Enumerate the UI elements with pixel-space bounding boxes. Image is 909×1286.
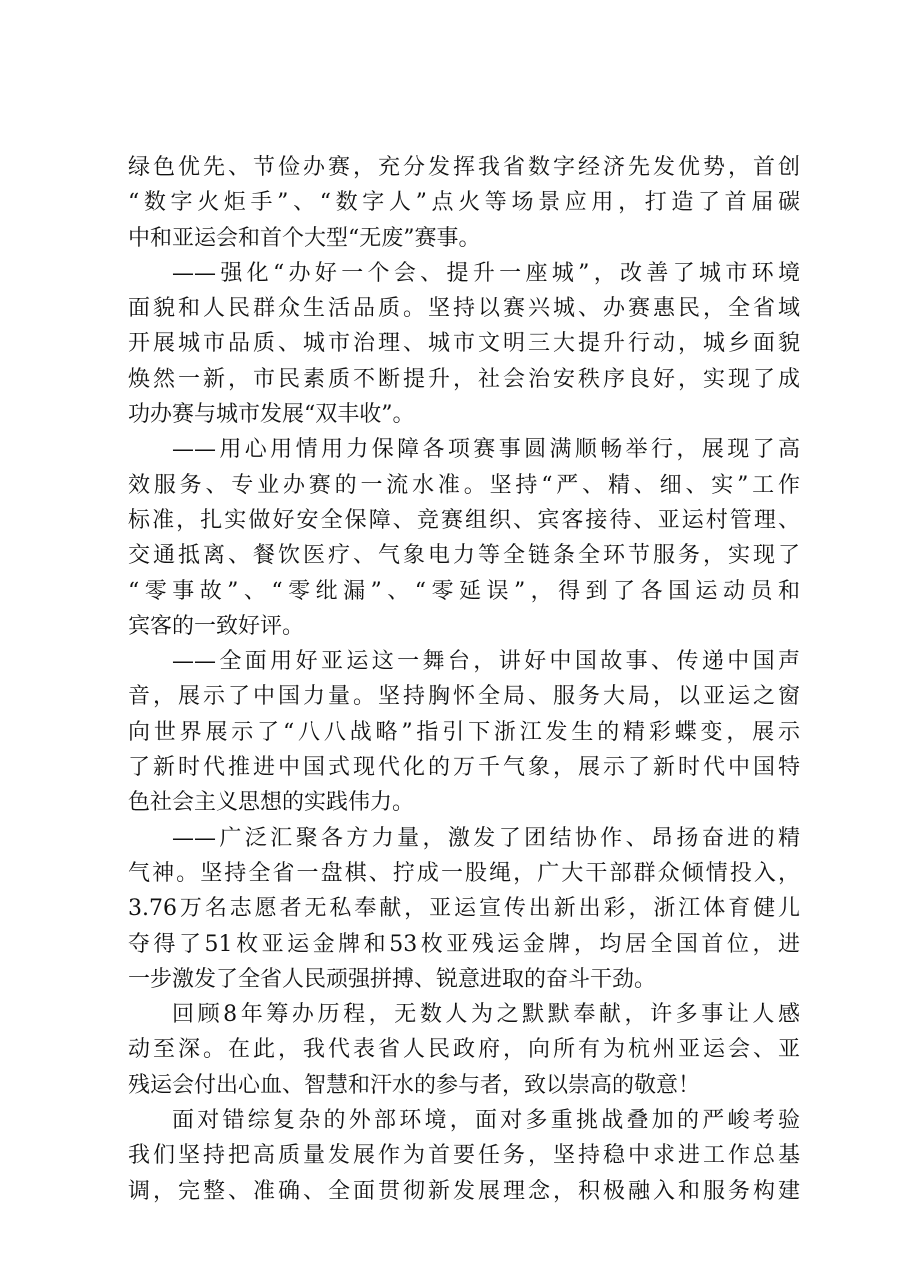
text-line: 调，完整、准确、全面贯彻新发展理念，积极融入和服务构建 (128, 1178, 800, 1204)
text-line: “数字火炬手”、“数字人”点火等场景应用，打造了首届碳 (128, 190, 800, 216)
text-line: 功办赛与城市发展“双丰收”。 (128, 402, 415, 428)
text-line: 动至深。在此，我代表省人民政府，向所有为杭州亚运会、亚 (128, 1037, 800, 1063)
body-text (128, 150, 800, 1209)
text-line: 效服务、专业办赛的一流水准。坚持“严、精、细、实”工作 (128, 472, 800, 498)
text-line: 面对错综复杂的外部环境，面对多重挑战叠加的严峻考验 (172, 1108, 800, 1134)
text-line: 音，展示了中国力量。坚持胸怀全局、服务大局，以亚运之窗 (128, 684, 800, 710)
text-line: 宾客的一致好评。 (128, 613, 305, 639)
text-line: 中和亚运会和首个大型“无废”赛事。 (128, 225, 481, 251)
text-line: “零事故”、“零纰漏”、“零延误”，得到了各国运动员和 (128, 578, 800, 604)
text-line: ——全面用好亚运这一舞台，讲好中国故事、传递中国声 (172, 649, 800, 675)
text-line: ——用心用情用力保障各项赛事圆满顺畅举行，展现了高 (172, 437, 800, 463)
text-line: 残运会付出心血、智慧和汗水的参与者，致以崇高的敬意！ (128, 1072, 701, 1098)
text-line: 3.76万名志愿者无私奉献，亚运宣传出新出彩，浙江体育健儿 (128, 896, 800, 922)
text-line: 色社会主义思想的实践伟力。 (128, 790, 415, 816)
text-line: 气神。坚持全省一盘棋、拧成一股绳，广大干部群众倾情投入， (128, 860, 800, 886)
text-line: 一步激发了全省人民顽强拼搏、锐意进取的奋斗干劲。 (128, 966, 657, 992)
text-line: 开展城市品质、城市治理、城市文明三大提升行动，城乡面貌 (128, 331, 800, 357)
text-line: 交通抵离、餐饮医疗、气象电力等全链条全环节服务，实现了 (128, 543, 800, 569)
text-line: 焕然一新，市民素质不断提升，社会治安秩序良好，实现了成 (128, 366, 800, 392)
text-line: ——强化“办好一个会、提升一座城”，改善了城市环境 (172, 260, 800, 286)
text-line: 了新时代推进中国式现代化的万千气象，展示了新时代中国特 (128, 755, 800, 781)
text-line: ——广泛汇聚各方力量，激发了团结协作、昂扬奋进的精 (172, 825, 800, 851)
text-line: 绿色优先、节俭办赛，充分发挥我省数字经济先发优势，首创 (128, 155, 800, 180)
text-line: 我们坚持把高质量发展作为首要任务，坚持稳中求进工作总基 (128, 1143, 800, 1169)
text-line: 标准，扎实做好安全保障、竞赛组织、宾客接待、亚运村管理、 (128, 507, 800, 533)
text-line: 向世界展示了“八八战略”指引下浙江发生的精彩蝶变，展示 (128, 719, 800, 745)
text-line: 夺得了51枚亚运金牌和53枚亚残运金牌，均居全国首位，进 (128, 931, 800, 957)
text-line: 面貌和人民群众生活品质。坚持以赛兴城、办赛惠民，全省域 (128, 296, 800, 322)
text-line: 回顾8年筹办历程，无数人为之默默奉献，许多事让人感 (172, 1002, 800, 1028)
